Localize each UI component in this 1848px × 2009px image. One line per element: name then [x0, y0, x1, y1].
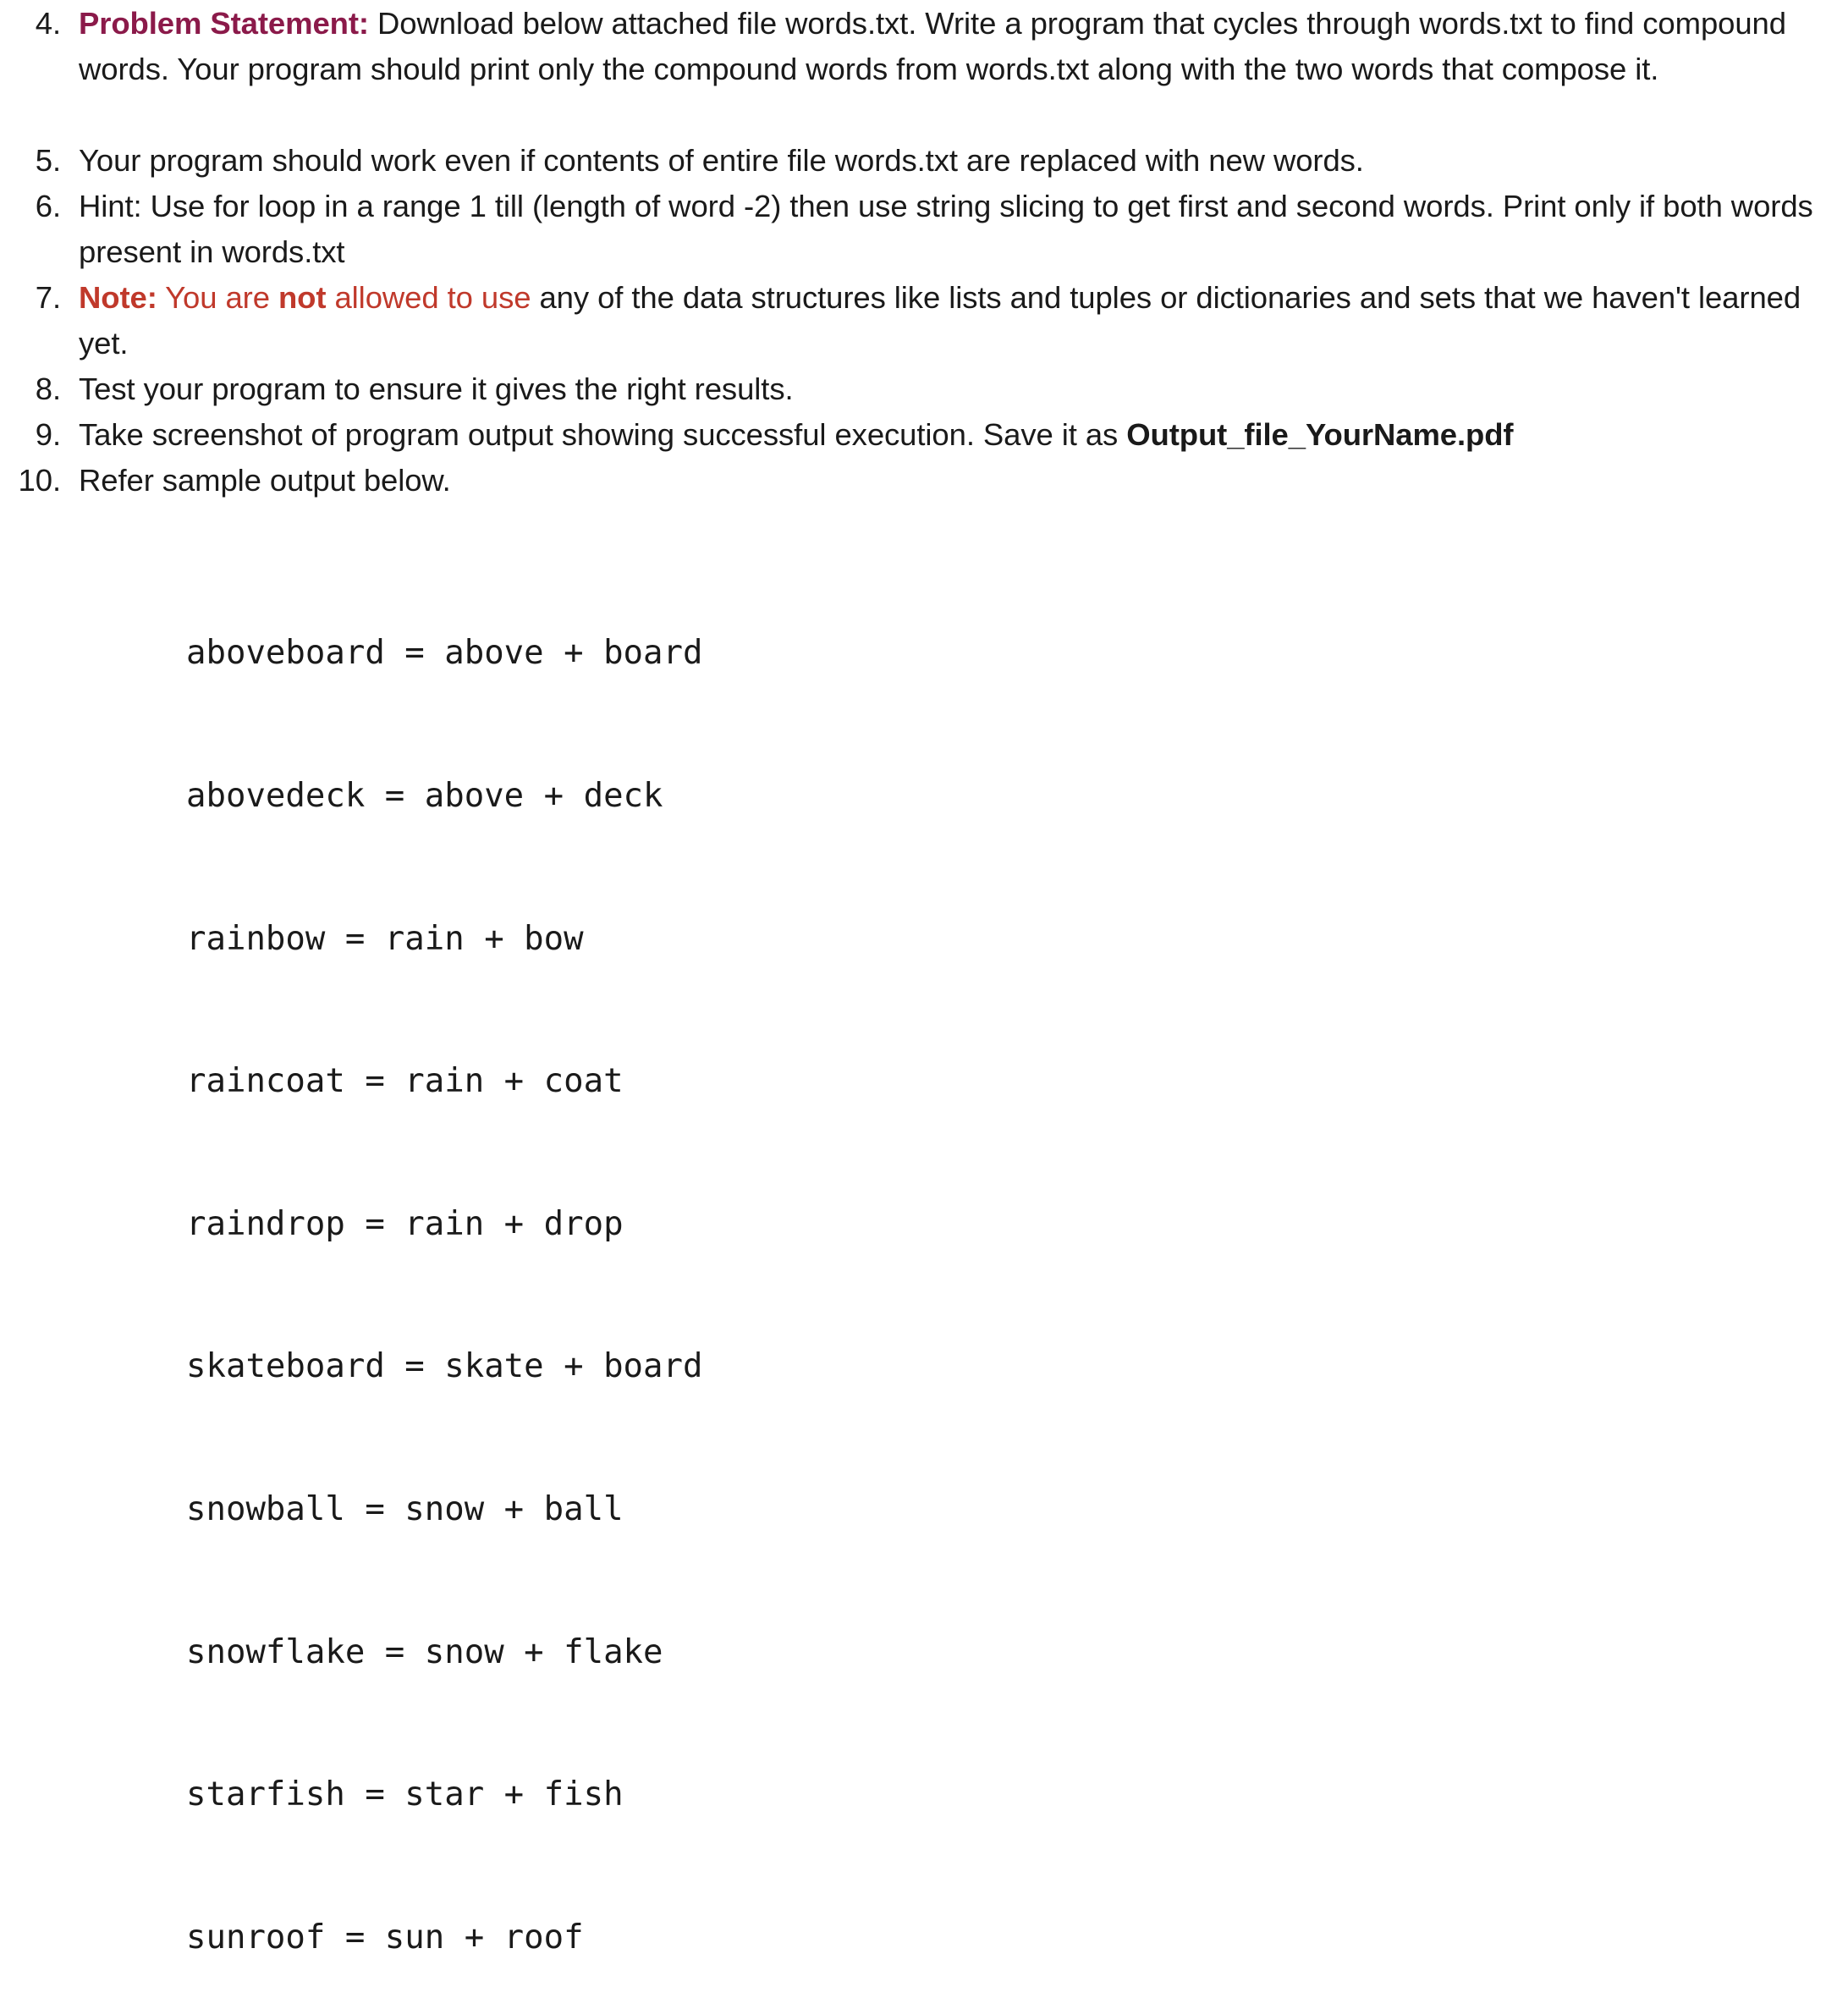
item-text: Test your program to ensure it gives the right results.: [79, 372, 794, 406]
item-number: 9.: [35, 417, 61, 452]
list-item-4: [0, 1, 1839, 92]
output-line: sunroof = sun + roof: [186, 1918, 584, 1957]
note-text-a: You are: [157, 280, 278, 315]
note-not: not: [278, 280, 327, 315]
list-item-9: [0, 412, 1839, 458]
output-filename: Output_file_YourName.pdf: [1126, 417, 1514, 452]
list-item-5: [0, 138, 1839, 184]
problem-statement-label: Problem Statement:: [79, 6, 369, 41]
item-number: 10.: [18, 463, 61, 498]
item-number: 4.: [35, 6, 61, 41]
output-line: aboveboard = above + board: [186, 634, 703, 673]
output-line: starfish = star + fish: [186, 1775, 624, 1814]
item-number: 5.: [35, 143, 61, 178]
list-item-6: [0, 184, 1839, 275]
list-item-10: [0, 458, 1839, 504]
item-text: Hint: Use for loop in a range 1 till (length of word -2) then use string slicing to get first and second words. Print only if both words present in words.txt: [79, 189, 1813, 269]
output-line: snowflake = snow + flake: [186, 1632, 663, 1671]
item-text: Download below attached file words.txt. Write a program that cycles through words.txt to find compound words. Your program should print only the compound words from words.txt along with the two words that compose it.: [79, 6, 1786, 86]
item-number: 7.: [35, 280, 61, 315]
output-line: abovedeck = above + deck: [186, 777, 663, 815]
item-text: Take screenshot of program output showing successful execution. Save it as: [79, 417, 1127, 452]
output-line: snowball = snow + ball: [186, 1489, 624, 1528]
sample-output-block: [186, 535, 702, 2009]
item-number: 6.: [35, 189, 61, 223]
output-line: raindrop = rain + drop: [186, 1204, 624, 1243]
note-text-b: allowed to use: [326, 280, 531, 315]
note-label: Note:: [79, 280, 157, 315]
list-item-7: [0, 275, 1839, 366]
item-text: Refer sample output below.: [79, 463, 451, 498]
item-text: any of the data structures like lists and tuples or dictionaries and sets that we haven't learned yet.: [79, 280, 1801, 361]
list-item-8: [0, 366, 1839, 412]
output-line: skateboard = skate + board: [186, 1347, 703, 1386]
output-line: rainbow = rain + bow: [186, 919, 584, 958]
output-line: raincoat = rain + coat: [186, 1062, 624, 1101]
item-number: 8.: [35, 372, 61, 406]
item-text: Your program should work even if contents of entire file words.txt are replaced with new words.: [79, 143, 1364, 178]
